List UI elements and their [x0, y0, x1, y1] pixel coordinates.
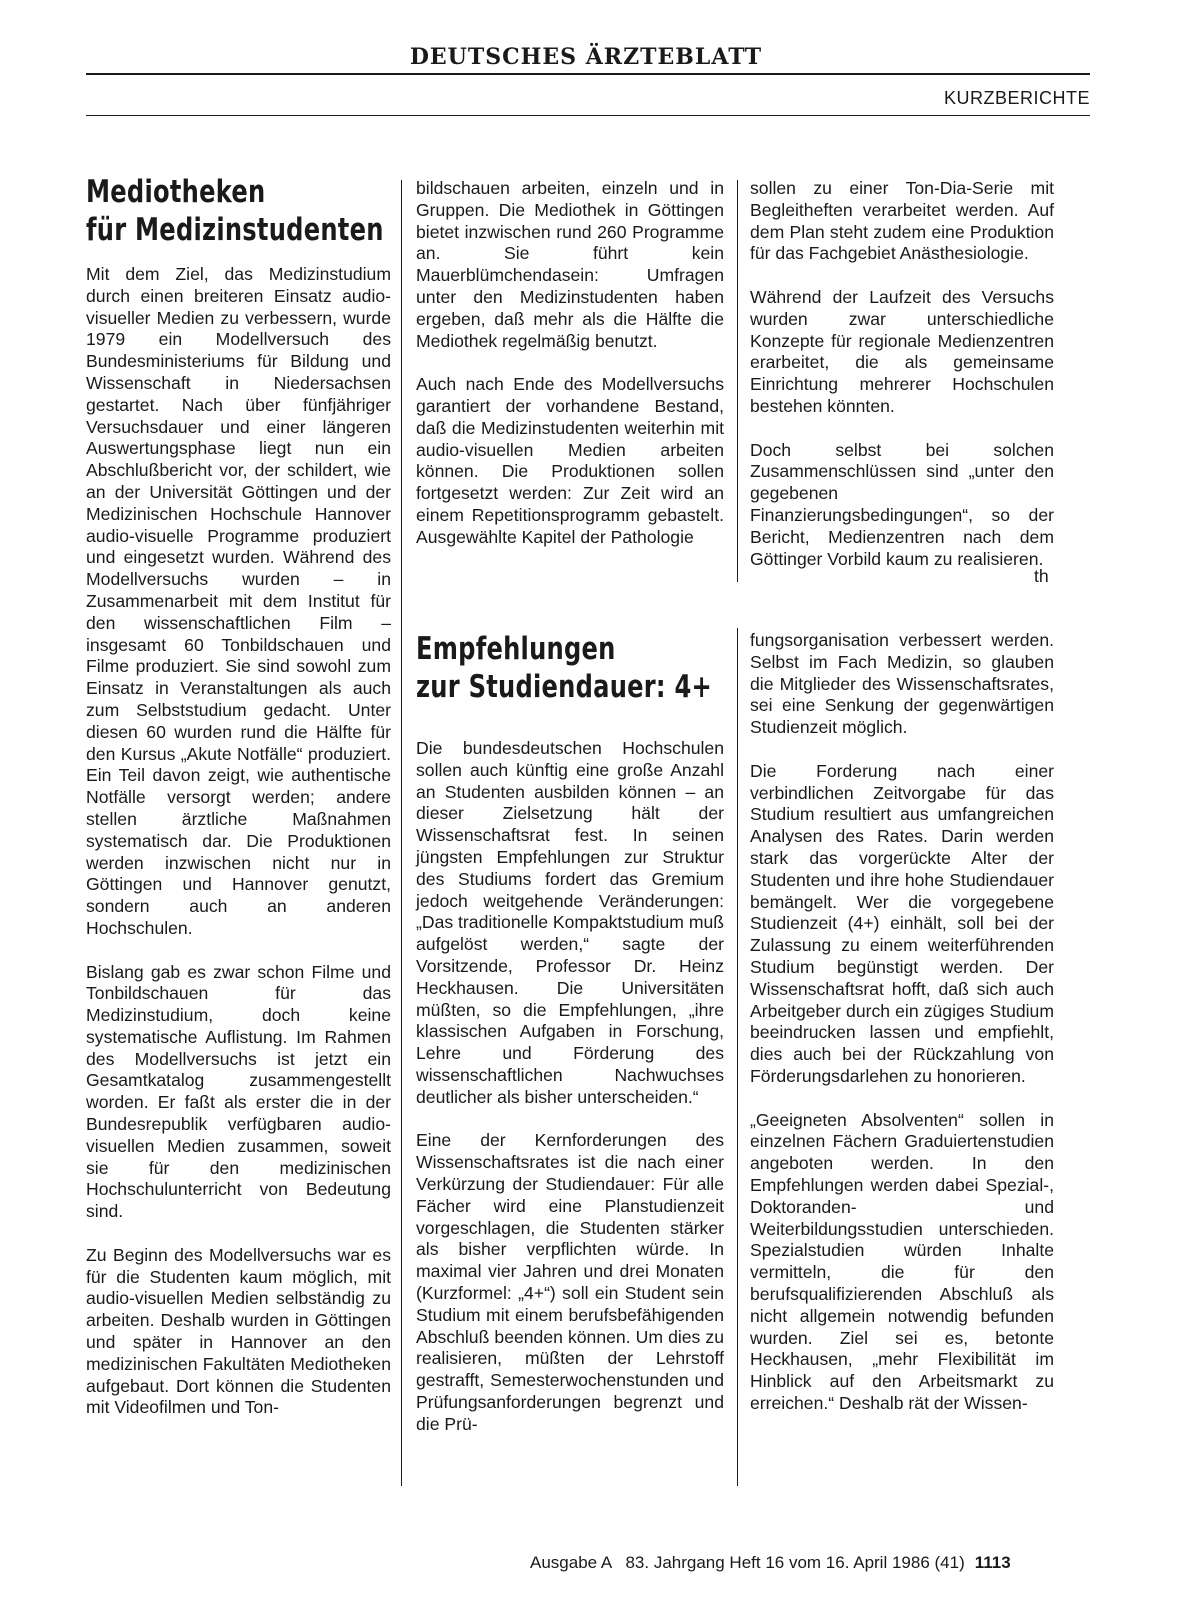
column-divider [737, 180, 738, 582]
paragraph: Mit dem Ziel, das Medizinstudium durch einen breiteren Einsatz audio-visueller Medien zu verbessern, wurde 1979 ein Modellversuch des Bundesministeriums für Bildung und Wissenschaft in Niedersachsen gestartet. Nach über fünfjähriger Versuchsdauer und einer längeren Auswertungsphase liegt nun ein Abschlußbericht vor, der schildert, wie an der Universität Göttingen und der Medizinischen Hochschule Hannover audio-visuelle Programme produziert und eingesetzt wurden. Während des Modellversuchs wurden – in Zusammenarbeit mit dem Institut für den wissenschaftlichen Film – insgesamt 60 Tonbildschauen und Filme produziert. Sie sind sowohl zum Einsatz in Veranstaltungen als auch zum Selbststudium gedacht. Unter diesen 60 wurden rund die Hälfte für den Kursus „Akute Notfälle“ produziert. Ein Teil davon zeigt, wie authentische Notfälle versorgt werden; andere stellen ärztliche Maßnahmen systematisch dar. Die Produktionen werden inzwischen nicht nur in Göttingen und Hannover genutzt, sondern auch an anderen Hochschulen. [86, 264, 391, 938]
paragraph: Bislang gab es zwar schon Filme und Tonbildschauen für das Medizinstudium, doch keine systematische Auflistung. Im Rahmen des Modellversuchs ist jetzt ein Gesamtkatalog zusammengestellt worden. Er faßt als erster die in der Bundesrepublik verfügbaren audio-visuellen Medien zusammen, soweit sie für den medizinischen Hochschulunterricht von Bedeutung sind. [86, 961, 391, 1222]
paragraph: Auch nach Ende des Modellversuchs garantiert der vorhandene Bestand, daß die Medizinstudenten weiterhin mit audio-visuellen Medien arbeiten können. Die Produktionen sollen fortgesetzt werden: Zur Zeit wird an einem Repetitionsprogramm gebastelt. Ausgewählte Kapitel der Pathologie [416, 374, 724, 547]
paragraph: Zu Beginn des Modellversuchs war es für die Studenten kaum möglich, mit audio-visuellen Medien selbständig zu arbeiten. Deshalb wurden in Göttingen und später in Hannover an den medizinischen Fakultäten Mediotheken aufgebaut. Dort können die Studenten mit Videofilmen und Ton- [86, 1244, 391, 1418]
article-column [416, 738, 724, 1436]
headline-line: für Medizinstudenten [86, 212, 384, 248]
masthead: DEUTSCHES ÄRZTEBLATT [409, 44, 763, 70]
paragraph: Während der Laufzeit des Versuchs wurden zwar unterschiedliche Konzepte für regionale Medienzentren erarbeitet, die als gemeinsame Einrichtung mehrerer Hochschulen bestehen könnten. [750, 286, 1054, 416]
article-column [750, 630, 1054, 1415]
article-headline [416, 630, 712, 706]
paragraph: Die Forderung nach einer verbindlichen Zeitvorgabe für das Studium resultiert aus umfangreichen Analysen des Rates. Darin werden stark das vorgerückte Alter der Studenten und ihre hohe Studiendauer bemängelt. Wer die vorgegebene Studienzeit (4+) einhält, soll bei der Zulassung zu einem weiterführenden Studium begünstigt werden. Der Wissenschaftsrat hofft, daß sich auch Arbeitgeber durch ein zügiges Studium beeindrucken lassen und empfiehlt, dies auch bei der Rückzahlung von Förderungsdarlehen zu honorieren. [750, 760, 1054, 1086]
paragraph: „Geeigneten Absolventen“ sollen in einzelnen Fächern Graduiertenstudien angeboten werden. In den Empfehlungen werden dabei Spezial-, Doktoranden- und Weiterbildungsstudien unterschieden. Spezialstudien würden Inhalte vermitteln, die für den berufsqualifizierenden Abschluß als nicht allgemein notwendig befunden wurden. Ziel sei es, betonte Heckhausen, „mehr Flexibilität im Hinblick auf den Arbeitsmarkt zu erreichen.“ Deshalb rät der Wissen- [750, 1109, 1054, 1413]
paragraph: Doch selbst bei solchen Zusammenschlüssen sind „unter den gegebenen Finanzierungsbedingungen“, so der Bericht, Medienzentren nach dem Göttinger Vorbild kaum zu realisieren. [750, 439, 1054, 569]
author-initials: th [1034, 566, 1049, 586]
article-column [86, 264, 391, 1419]
page-footer [530, 1553, 1011, 1573]
headline-line: Empfehlungen [416, 631, 616, 667]
article-column [416, 178, 724, 549]
section-label: KURZBERICHTE [943, 88, 1090, 108]
paragraph: sollen zu einer Ton-Dia-Serie mit Begleitheften verarbeitet werden. Auf dem Plan steht zudem eine Produktion für das Fachgebiet Anästhesiologie. [750, 178, 1054, 264]
issue-info: Ausgabe A 83. Jahrgang Heft 16 vom 16. April 1986 (41) [530, 1553, 965, 1572]
headline-line: zur Studiendauer: 4+ [416, 669, 713, 705]
paragraph: bildschauen arbeiten, einzeln und in Gruppen. Die Mediothek in Göttingen bietet inzwischen rund 260 Programme an. Sie führt kein Mauerblümchendasein: Umfragen unter den Medizinstudenten haben ergeben, daß mehr als die Hälfte die Mediothek regelmäßig benutzt. [416, 178, 724, 351]
paragraph: Die bundesdeutschen Hochschulen sollen auch künftig eine große Anzahl an Studenten ausbilden können – an dieser Zielsetzung hält der Wissenschaftsrat fest. In seinen jüngsten Empfehlungen zur Struktur des Studiums fordert das Gremium jedoch weitgehende Veränderungen: „Das traditionelle Kompaktstudium muß aufgelöst werden,“ sagte der Vorsitzende, Professor Dr. Heinz Heckhausen. Die Universitäten müßten, so die Empfehlungen, „ihre klassischen Aufgaben in Forschung, Lehre und Förderung des wissenschaftlichen Nachwuchses deutlicher als bisher unterscheiden.“ [416, 738, 725, 1107]
article-headline [86, 173, 384, 249]
paragraph: Eine der Kernforderungen des Wissenschaftsrates ist die nach einer Verkürzung der Studiendauer: Für alle Fächer wird eine Planstudienzeit vorgeschlagen, die Studenten stärker als bisher verpflichten würde. In maximal vier Jahren und drei Monaten (Kurzformel: „4+“) soll ein Student sein Studium mit einem berufsbefähigenden Abschluß beenden können. Um dies zu realisieren, müßten der Lehrstoff gestrafft, Semesterwochenstunden und Prüfungsanforderungen begrenzt und die Prü- [416, 1130, 724, 1434]
column-divider [737, 628, 738, 1486]
section-rule [86, 115, 1090, 116]
article-column [750, 178, 1054, 570]
headline-line: Mediotheken [86, 174, 266, 210]
paragraph: fungsorganisation verbessert werden. Selbst im Fach Medizin, so glauben die Mitglieder des Wissenschaftsrates, sei eine Senkung der gegenwärtigen Studienzeit möglich. [750, 630, 1054, 738]
column-divider [401, 180, 402, 1486]
masthead-rule [86, 73, 1090, 75]
page-number: 1113 [974, 1553, 1011, 1572]
